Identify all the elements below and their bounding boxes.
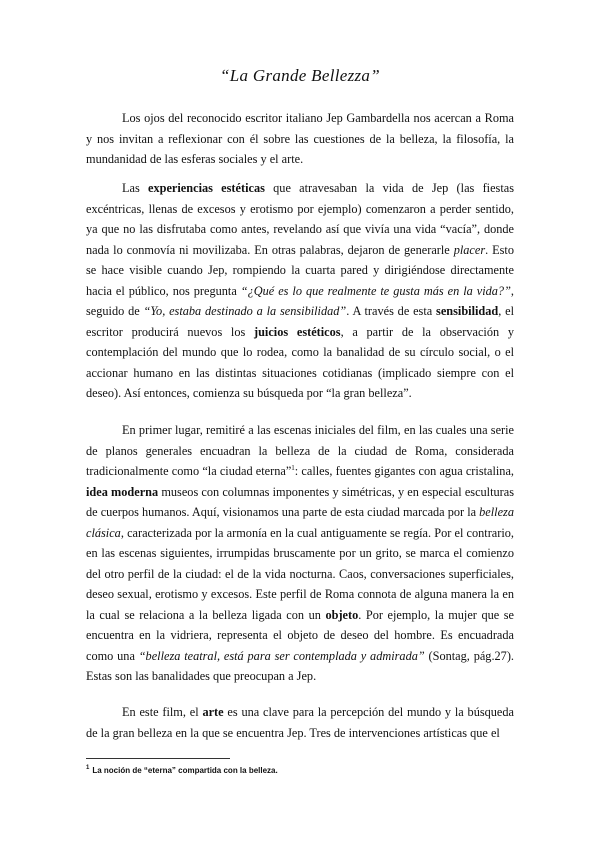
bold-term: sensibilidad (436, 304, 499, 318)
footnote-text: La noción de “eterna” compartida con la belleza. (92, 766, 278, 775)
italic-term: placer (453, 242, 486, 257)
text-run: (Sontag, pág.27). Estas son las banalidades que preocupan a Jep. (86, 648, 514, 683)
bold-term: idea moderna (86, 484, 159, 499)
text-run: . Esto se hace visible cuando Jep, rompiendo la cuarta pared y dirigiéndose directamente hacia el público, nos pregunta (86, 242, 514, 298)
footnote (86, 765, 514, 777)
text-run: En primer lugar, remitiré a las escenas iniciales del film, en las cuales una serie de planos generales encuadran la belleza de la ciudad de Roma, considerada tradicionalmente como “la ciudad eterna” (86, 423, 514, 478)
footnote-separator (86, 758, 230, 759)
text-run: Los ojos del reconocido escritor italiano Jep Gambardella nos acercan a Roma y nos invitan a reflexionar con él sobre las cuestiones de la belleza, la filosofía, la mundanidad de las esferas sociales y el arte. (86, 111, 514, 166)
paragraph-rome-scenes (86, 420, 514, 687)
italic-term: belleza clásica (86, 505, 514, 540)
paragraph-art (86, 702, 514, 743)
text-run: , a partir de la observación y contemplación del mundo que lo rodea, como la banalidad de su círculo social, o el accionar humano en las distintas situaciones cotidianas (implicado siempre con el deseo). Así entonces, comienza su búsqueda por “la gran belleza”. (86, 324, 514, 400)
text-run: , seguido de (86, 283, 514, 318)
paragraph-intro (86, 108, 514, 170)
bold-term: experiencias estéticas (148, 181, 265, 195)
text-run: Las (122, 181, 149, 195)
footnote-reference[interactable]: 1 (291, 463, 295, 472)
text-run: : calles, fuentes gigantes con agua cristalina, (294, 464, 514, 478)
text-run: museos con columnas imponentes y simétricas, y en especial esculturas de cuerpos humanos. Aquí, visionamos una parte de esta ciudad marcada por la (86, 484, 514, 519)
text-run: , el escritor producirá nuevos los (86, 304, 514, 339)
italic-quote: “¿Qué es lo que realmente te gusta más en la vida?” (240, 283, 511, 298)
text-run: que atravesaban la vida de Jep (las fiestas excéntricas, llenas de excesos y erotismo por ejemplo) comenzaron a perder sentido, ya que no las disfrutaba como antes, revelando así que vivía una vida “vacía”, donde nada lo conmovía ni movilizaba. En otras palabras, dejaron de generarle (86, 181, 514, 257)
text-run: es una clave para la percepción del mundo y la búsqueda de la gran belleza en la que se encuentra Jep. Tres de intervenciones artísticas que el (86, 705, 514, 740)
text-run: , caracterizada por la armonía en la cual antiguamente se regía. Por el contrario, en las escenas siguientes, irrumpidas bruscamente por un grito, se marca el comienzo del otro perfil de la ciudad: el de la vida nocturna. Caos, conversaciones superficiales, deseo sexual, erotismo y excesos. Este perfil de Roma connota de alguna manera la en la cual se relaciona a la belleza ligada con un (86, 525, 514, 622)
paragraph-aesthetic-experiences (86, 178, 514, 404)
footnote-number: 1 (86, 765, 90, 772)
text-run: . Por ejemplo, la mujer que se encuentra en la vidriera, representa el objeto de deseo del hombre. Es encuadrada como una (86, 607, 515, 663)
bold-term: objeto (325, 607, 359, 622)
italic-quote: “belleza teatral, está para ser contemplada y admirada” (138, 648, 425, 663)
text-run: . A través de esta (346, 304, 437, 318)
italic-quote: “Yo, estaba destinado a la sensibilidad” (143, 304, 347, 318)
page-title: “La Grande Bellezza” (220, 66, 380, 85)
bold-term: arte (202, 705, 224, 719)
text-run: En este film, el (122, 705, 203, 719)
bold-term: juicios estéticos (254, 324, 341, 339)
